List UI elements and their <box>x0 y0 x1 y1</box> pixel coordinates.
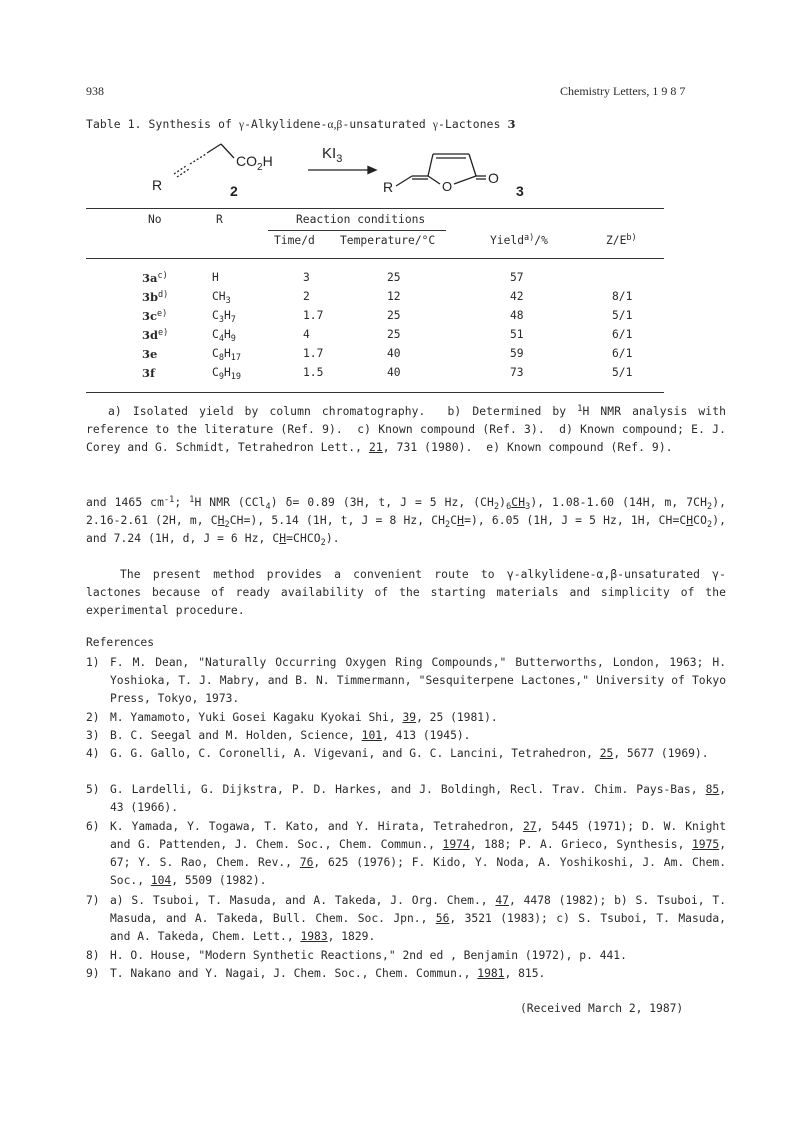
cell-no: $3a^{c)}$ <box>142 271 168 285</box>
r-group-right: R <box>383 179 394 195</box>
cell-time: 1.7 <box>303 309 324 322</box>
header-r: R <box>216 213 223 226</box>
reference-4: 4) G. G. Gallo, C. Coronelli, A. Vigevani, and G. C. Lancini, Tetrahedron, 25, 5677 (1969). <box>86 747 709 760</box>
cell-time: 2 <box>303 290 310 303</box>
reference-9: 9) T. Nakano and Y. Nagai, J. Chem. Soc., Chem. Commun., 1981, 815. <box>86 967 546 980</box>
cell-r: $CH_3$ <box>212 290 231 306</box>
cell-ze: 5/1 <box>612 309 633 322</box>
cell-r: $C_9H_{19}$ <box>212 366 241 382</box>
summary-paragraph: The present method provides a convenient route to γ-alkylidene-α,β-unsaturated γ-lactones because of ready availability of the starting materials and simplicity of the experimental procedure. <box>86 568 726 618</box>
cell-r: $C_8H_{17}$ <box>212 347 241 363</box>
journal-name: Chemistry Letters, 1 9 8 7 <box>560 84 686 98</box>
cell-yield: 57 <box>510 271 524 284</box>
cell-time: 1.7 <box>303 347 324 360</box>
ring-oxygen: O <box>442 179 453 194</box>
table-header-rule <box>86 258 664 259</box>
reference-5: 5) G. Lardelli, G. Dijkstra, P. D. Harkes, and J. Boldingh, Recl. Trav. Chim. Pays-Bas, 85, 43 (1966). <box>86 783 726 815</box>
cell-temp: 25 <box>387 328 401 341</box>
conditions-rule <box>268 230 446 231</box>
cell-time: 4 <box>303 328 310 341</box>
cell-yield: 51 <box>510 328 524 341</box>
cell-no: 3e <box>142 347 158 361</box>
reference-2: 2) M. Yamamoto, Yuki Gosei Kagaku Kyokai Shi, 39, 25 (1981). <box>86 711 498 724</box>
references-heading: References <box>86 636 155 649</box>
cell-time: 3 <box>303 271 310 284</box>
cell-r: H <box>212 271 219 284</box>
cell-yield: 73 <box>510 366 524 379</box>
compound-3-label: 3 <box>516 183 524 199</box>
reference-7: 7) a) S. Tsuboi, T. Masuda, and A. Takeda, J. Org. Chem., 47, 4478 (1982); b) S. Tsuboi, T. Masuda, and A. Takeda, Bull. Chem. Soc. Jpn., 56, 3521 (1983); c) S. Tsuboi, T. Masuda, and A. Takeda, Chem. Lett., 1983, 1829. <box>86 894 726 944</box>
starting-acid-structure <box>174 144 234 177</box>
lactone-product-structure <box>396 154 486 186</box>
compound-2-label: 2 <box>230 183 238 199</box>
table-top-rule <box>86 208 664 209</box>
cell-no: 3f <box>142 366 155 380</box>
cell-time: 1.5 <box>303 366 324 379</box>
reference-6: 6) K. Yamada, Y. Togawa, T. Kato, and Y. Hirata, Tetrahedron, 27, 5445 (1971); D. W. Knight and G. Pattenden, J. Chem. Soc., Chem. Commun., 1974, 188; P. A. Grieco, Synthesis, 1975, 67; Y. S. Rao, Chem. Rev., 76, 625 (1976); F. Kido, Y. Noda, A. Yoshikoshi, J. Am. Chem. Soc., 104, 5509 (1982). <box>86 820 727 888</box>
reference-3: 3) B. C. Seegal and M. Holden, Science, 101, 413 (1945). <box>86 729 471 742</box>
received-date: (Received March 2, 1987) <box>520 1002 684 1015</box>
cell-r: $C_3H_7$ <box>212 309 236 325</box>
cell-ze: 6/1 <box>612 328 633 341</box>
header-yield: Yield$^{a)}$/% <box>490 233 548 247</box>
acid-label: $CO_2H$ <box>236 153 273 173</box>
reference-1: 1) F. M. Dean, "Naturally Occurring Oxygen Ring Compounds," Butterworths, London, 1963; H. Yoshioka, T. J. Mabry, and B. N. Timmermann, "Sesquiterpene Lactones," University of Tokyo Press, Tokyo, 1973. <box>86 656 726 706</box>
cell-ze: 8/1 <box>612 290 633 303</box>
page-number: 938 <box>86 84 104 98</box>
cell-temp: 12 <box>387 290 401 303</box>
header-reaction-conditions: Reaction conditions <box>296 213 426 226</box>
cell-temp: 25 <box>387 309 401 322</box>
cell-no: $3d^{e)}$ <box>142 328 169 342</box>
header-time: Time/d <box>274 234 315 247</box>
table-caption: Table 1. Synthesis of γ-Alkylidene-α,β-unsaturated γ-Lactones 3 <box>86 117 516 131</box>
reaction-arrow <box>308 167 376 174</box>
reaction-scheme <box>86 140 666 200</box>
reference-8: 8) H. O. House, "Modern Synthetic Reactions," 2nd ed , Benjamin (1972), p. 441. <box>86 949 627 962</box>
cell-temp: 40 <box>387 366 401 379</box>
cell-r: $C_4H_9$ <box>212 328 236 344</box>
nmr-data-paragraph: and 1465 $cm^{-1}$; $^1$H NMR (CCl$_4$) δ= 0.89 (3H, t, J = 5 Hz, $(CH_2)_6CH_3$), 1.08-1.60 (14H, m, $7CH_2$), 2.16-2.61 (2H, m, $CH_2CH=$), 5.14 (1H, t, J = 8 Hz, $CH_2CH=$), 6.05 (1H, J = 5 Hz, 1H, $CH=CHCO_2$), and 7.24 (1H, d, J = 6 Hz, $CH=CHCO_2$). <box>86 495 727 549</box>
cell-yield: 59 <box>510 347 524 360</box>
carbonyl-oxygen: O <box>488 170 499 186</box>
cell-no: $3c^{e)}$ <box>142 309 168 323</box>
header-no: No <box>148 213 162 226</box>
cell-temp: 40 <box>387 347 401 360</box>
cell-yield: 48 <box>510 309 524 322</box>
header-ze: $Z/E^{b)}$ <box>606 233 637 247</box>
cell-no: $3b^{d)}$ <box>142 290 169 304</box>
cell-yield: 42 <box>510 290 524 303</box>
reagent-label: $KI_3$ <box>322 145 343 165</box>
cell-ze: 6/1 <box>612 347 633 360</box>
table-bottom-rule <box>86 392 664 393</box>
table-footnotes: a) Isolated yield by column chromatography. b) Determined by $^1$H NMR analysis with reference to the literature (Ref. 9). c) Known compound (Ref. 3). d) Known compound; E. J. Corey and G. Schmidt, Tetrahedron Lett., 21, 731 (1980). e) Known compound (Ref. 9). <box>86 404 726 455</box>
r-group-left: R <box>152 177 163 193</box>
cell-temp: 25 <box>387 271 401 284</box>
cell-ze: 5/1 <box>612 366 633 379</box>
header-temperature: Temperature/°C <box>340 234 436 247</box>
